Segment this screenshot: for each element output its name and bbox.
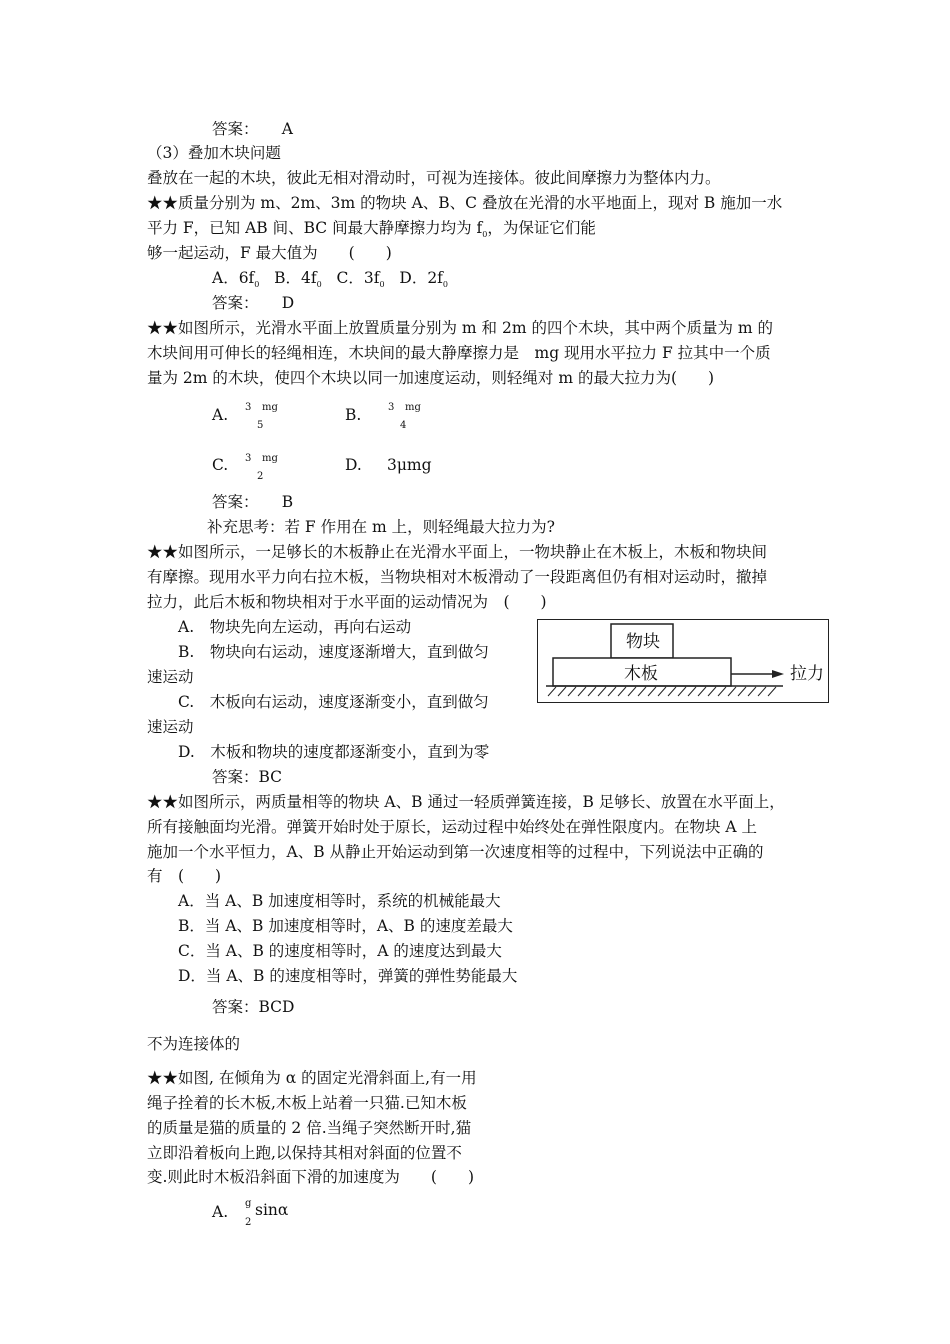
q2-option-b-numerator: 3 [388,402,395,413]
q3-option-c-line-1: C. 木板向右运动，速度逐渐变小，直到做匀 [178,693,489,711]
q2-option-a-mg: mg [262,402,278,413]
q4-line-2: 所有接触面均光滑。弹簧开始时处于原长，运动过程中始终处在弹性限度内。在物块 A 上 [147,818,758,836]
q5-line-3: 的质量是猫的质量的 2 倍.当绳子突然断开时,猫 [147,1119,472,1137]
q3-option-b-line-2: 速运动 [147,668,194,686]
q3-option-a: A. 物块先向左运动，再向右运动 [178,618,412,636]
force-arrow-head [772,670,784,678]
board-label: 木板 [624,664,658,684]
q2-option-b-denominator: 4 [400,420,407,431]
q1-line-3: 够一起运动，F 最大值为 ( ) [147,244,392,262]
q2-option-d-label: D. [345,456,362,474]
q3-option-b-line-1: B. 物块向右运动，速度逐渐增大，直到做匀 [178,643,489,661]
q2-option-a-denominator: 5 [257,420,264,431]
q2-option-d-value: 3μmg [387,456,432,474]
answer-1: 答案： A [212,120,293,138]
q4-line-3: 施加一个水平恒力，A、B 从静止开始运动到第一次速度相等的过程中，下列说法中正确的 [147,843,764,861]
q5-option-a-numerator: g [245,1198,252,1209]
q2-option-c-denominator: 2 [257,471,264,482]
q5-line-5: 变.则此时木板沿斜面下滑的加速度为 ( ) [147,1168,475,1186]
board-block-diagram [537,619,829,703]
q2-option-c-numerator: 3 [245,453,252,464]
q2-option-a-numerator: 3 [245,402,252,413]
q3-option-c-line-2: 速运动 [147,718,194,736]
answer-2: 答案： D [212,294,295,312]
q4-line-1: ★★如图所示，两质量相等的物块 A、B 通过一轻质弹簧连接，B 足够长、放置在水平面上， [147,793,785,811]
q2-option-c-mg: mg [262,453,278,464]
answer-5: 答案：BCD [212,998,295,1016]
q4-option-b: B．当 A、B 加速度相等时，A、B 的速度差最大 [178,917,513,935]
q5-option-a-label: A. [212,1203,229,1221]
section-not-connected: 不为连接体的 [147,1035,241,1053]
answer-4: 答案：BC [212,768,283,786]
force-label: 拉力 [790,664,824,684]
q2-option-a-label: A. [212,406,229,424]
intro-text: 叠放在一起的木块，彼此无相对滑动时，可视为连接体。彼此间摩擦力为整体内力。 [147,169,721,187]
q5-option-a-denominator: 2 [245,1217,252,1228]
q2-option-c-label: C. [212,456,229,474]
q5-line-4: 立即沿着板向上跑,以保持其相对斜面的位置不 [147,1144,462,1162]
ground-hatching [548,687,776,696]
section-heading: （3）叠加木块问题 [147,144,281,162]
q3-line-3: 拉力，此后木板和物块相对于水平面的运动情况为 ( ) [147,593,547,611]
q4-option-d: D．当 A、B 的速度相等时，弹簧的弹性势能最大 [178,967,518,985]
q2-option-b-mg: mg [405,402,421,413]
q4-option-c: C．当 A、B 的速度相等时，A 的速度达到最大 [178,942,502,960]
q1-options: A．$6f_0$ B．$4f_0$ C．$3f_0$ D．$2f_0$ [212,269,449,289]
extra-thinking: 补充思考：若 F 作用在 m 上，则轻绳最大拉力为? [207,518,555,536]
q2-line-1: ★★如图所示，光滑水平面上放置质量分别为 m 和 2m 的四个木块，其中两个质量为 m 的 [147,319,774,337]
q1-line-2: 平力 F，已知 AB 间、BC 间最大静摩擦力均为 $f_0$，为保证它们能 [147,219,596,239]
answer-3: 答案： B [212,493,294,511]
q4-line-4: 有 ( ) [147,867,222,885]
q5-line-2: 绳子拴着的长木板,木板上站着一只猫.已知木板 [147,1094,467,1112]
q5-option-a-sin: sinα [255,1201,289,1219]
q1-line-1: ★★质量分别为 m、2m、3m 的物块 A、B、C 叠放在光滑的水平地面上，现对 B 施加一水 [147,194,783,212]
q3-line-1: ★★如图所示，一足够长的木板静止在光滑水平面上，一物块静止在木板上，木板和物块间 [147,543,768,561]
q5-line-1: ★★如图, 在倾角为 α 的固定光滑斜面上,有一用 [147,1069,477,1087]
q3-option-d: D. 木板和物块的速度都逐渐变小，直到为零 [178,743,490,761]
q2-line-3: 量为 2m 的木块，使四个木块以同一加速度运动，则轻绳对 m 的最大拉力为( ) [147,369,715,387]
q2-option-b-label: B. [345,406,362,424]
q4-option-a: A．当 A、B 加速度相等时，系统的机械能最大 [178,892,501,910]
block-label: 物块 [626,632,660,652]
q3-line-2: 有摩擦。现用水平力向右拉木板，当物块相对木板滑动了一段距离但仍有相对运动时，撤掉 [147,568,768,586]
q2-line-2: 木块间用可伸长的轻绳相连，木块间的最大静摩擦力是 mg 现用水平拉力 F 拉其中一个质 [147,344,771,362]
